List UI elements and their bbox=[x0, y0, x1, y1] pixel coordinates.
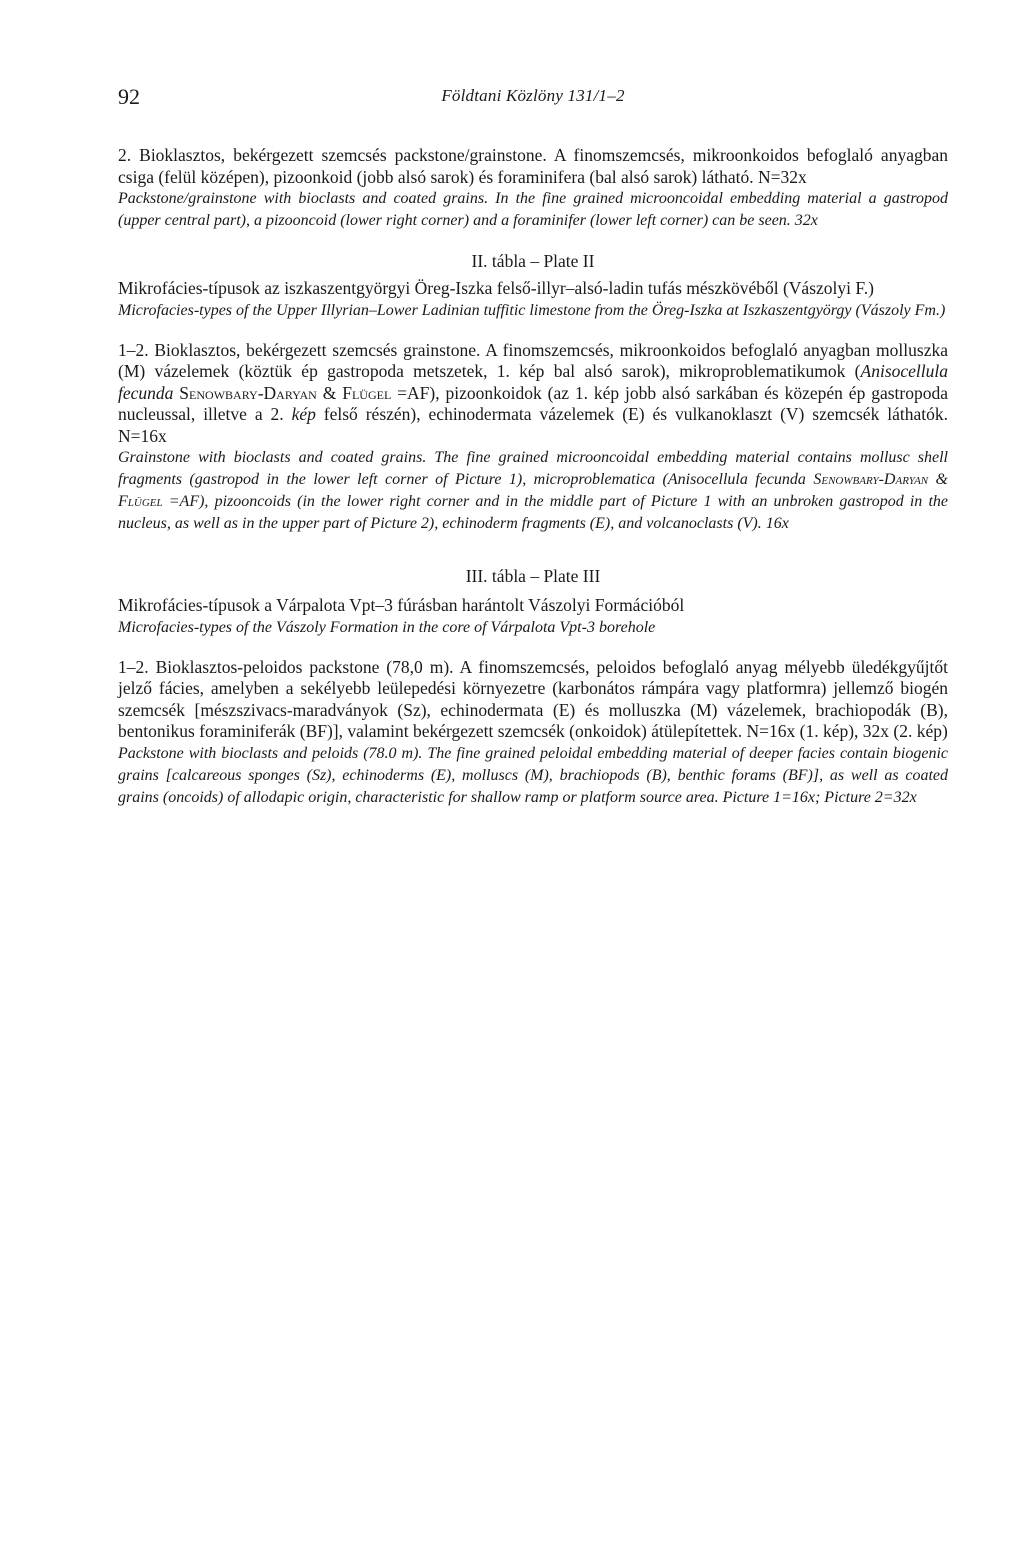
species-authors-en: Senowbary-Daryan & Flügel bbox=[118, 471, 948, 510]
journal-title: Földtani Közlöny 131/1–2 bbox=[441, 86, 625, 105]
plate-3-title-hu: Mikrofácies-típusok a Várpalota Vpt–3 fúrásban harántolt Vászolyi Formációból bbox=[118, 595, 685, 615]
plate-2-hu-text-3: felső részén), echinodermata vázelemek (E) és vulkanoklaszt (V) szemcsék láthatók. N=16x bbox=[118, 404, 948, 446]
plate-3-item-caption-en: Packstone with bioclasts and peloids (78.0 m). The fine grained peloidal embedding material of deeper facies contain biogenic grains [calcareous sponges (Sz), echinoderms (E), molluscs (M), brachiopods (B), benthic forams (BF)], as well as coated grains (oncoids) of allodapic origin, characteristic for shallow ramp or platform source area. Picture 1=16x; Picture 2=32x bbox=[118, 744, 948, 806]
plate-3-title-en: Microfacies-types of the Vászoly Formation in the core of Várpalota Vpt-3 borehole bbox=[118, 618, 656, 636]
running-head bbox=[118, 84, 948, 114]
species-authors: Senowbary-Daryan & Flügel bbox=[179, 382, 392, 403]
plate-2-hu-text-1: 1–2. Bioklasztos, bekérgezett szemcsés grainstone. A finomszemcsés, mikroonkoidos befoglaló anyagban molluszka (M) vázelemek (köztük ép gastropoda metszetek, 1. kép bal alsó sarok), mikroproblematikumok ( bbox=[118, 339, 948, 381]
plate-3-item-caption-hu: 1–2. Bioklasztos-peloidos packstone (78,0 m). A finomszemcsés, peloidos befoglaló anyag mélyebb üledékgyűjtőt jelző fácies, amelyben a sekélyebb leülepedési környezetre (karbonátos rámpára vagy platformra) jellemző biogén szemcsék [mészszivacs-maradványok (Sz), echinodermata (E) és molluszka (M) vázelemek, brachiopodák (B), bentonikus foraminiferák (BF)], valamint bekérgezett szemcsék (onkoidok) átülepítettek. N=16x (1. kép), 32x (2. kép) bbox=[118, 656, 948, 741]
plate-2-title-en: Microfacies-types of the Upper Illyrian–Lower Ladinian tuffitic limestone from the Öreg-Iszka at Iszkaszentgyörgy (Vászoly Fm.) bbox=[118, 301, 946, 319]
plate-2-title-hu: Mikrofácies-típusok az iszkaszentgyörgyi Öreg-Iszka felső-illyr–alsó-ladin tufás mészkövéből (Vászolyi F.) bbox=[118, 278, 874, 298]
plate-3-heading: III. tábla – Plate III bbox=[465, 566, 601, 586]
item-2-caption-en: Packstone/grainstone with bioclasts and coated grains. In the fine grained microoncoidal embedding material a gastropod (upper central part), a pizooncoid (lower right corner) and a foraminifer (lower left corner) can be seen. 32x bbox=[118, 190, 948, 229]
plate-2-en-text-1: Grainstone with bioclasts and coated grains. The fine grained microoncoidal embedding material contains mollusc shell fragments (gastropod in the lower left corner of Picture 1), microproblematica (Anisocellula fecunda bbox=[118, 449, 948, 488]
plate-2-item-caption-en bbox=[118, 447, 948, 535]
plate-2-en-text-2: =AF), pizooncoids (in the lower right corner and in the middle part of Picture 1 with an unbroken gastropod in the nucleus, as well as in the upper part of Picture 2), echinoderm fragments (E), and volcanoclasts (V). 16x bbox=[118, 493, 948, 532]
page-content bbox=[118, 145, 948, 809]
species-name: Anisocellula fecunda bbox=[118, 361, 948, 403]
item-2-caption-hu: 2. Bioklasztos, bekérgezett szemcsés packstone/grainstone. A finomszemcsés, mikroonkoidos befoglaló anyagban csiga (felül középen), pizoonkoid (jobb alsó sarok) és foraminifera (bal alsó sarok) látható. N=32x bbox=[118, 145, 948, 187]
plate-2-heading: II. tábla – Plate II bbox=[471, 251, 595, 271]
plate-2-hu-kep: kép bbox=[291, 404, 316, 424]
page-number: 92 bbox=[118, 84, 140, 109]
plate-2-hu-text-2: =AF), pizoonkoidok (az 1. kép jobb alsó sarkában és közepén ép gastropoda nucleussal, illetve a 2. bbox=[118, 382, 948, 424]
plate-2-item-caption-hu bbox=[118, 340, 948, 448]
